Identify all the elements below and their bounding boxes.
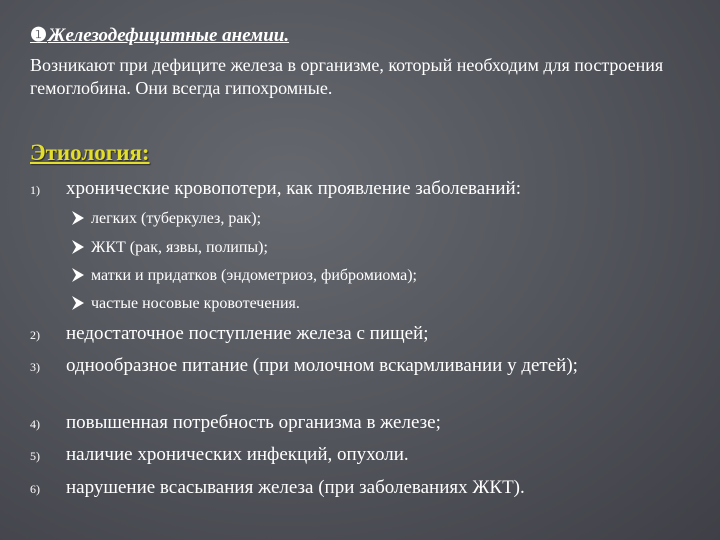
sub-item-text: частые носовые кровотечения. (91, 295, 300, 312)
arrowhead-bullet-icon (70, 266, 86, 284)
sub-item-text: легких (туберкулез, рак); (91, 210, 262, 227)
list-item-number: 2) (30, 328, 40, 342)
list-item-number: 6) (30, 482, 40, 496)
intro-paragraph: Возникают при дефиците железа в организме, который необходим для построения гемоглобина. Они всегда гипохромные. (30, 55, 664, 98)
list-item-number: 3) (30, 360, 40, 374)
arrowhead-bullet-icon (70, 294, 86, 312)
list-item-text: нарушение всасывания железа (при заболеваниях ЖКТ). (66, 477, 525, 498)
etiology-heading: Этиология: (30, 140, 150, 165)
slide-title-text: Железодефицитные анемии. (48, 25, 290, 46)
sub-item-text: матки и придатков (эндометриоз, фибромиома); (91, 267, 417, 284)
arrowhead-bullet-icon (70, 209, 86, 227)
list-item-text: повышенная потребность организма в железе; (66, 412, 441, 433)
arrowhead-bullet-icon (70, 238, 86, 256)
list-item-number: 5) (30, 449, 40, 463)
list-item-text: наличие хронических инфекций, опухоли. (66, 444, 409, 465)
sub-item-text: ЖКТ (рак, язвы, полипы); (91, 239, 268, 256)
list-item-number: 1) (30, 183, 40, 197)
list-item-number: 4) (30, 417, 40, 431)
list-item-text: однообразное питание (при молочном вскармливании у детей); (66, 355, 578, 376)
list-item-text: хронические кровопотери, как проявление заболеваний: (66, 178, 521, 199)
slide-title (30, 24, 289, 47)
circled-number-one-icon: ❶ (30, 25, 48, 46)
list-item-text: недостаточное поступление железа с пищей; (66, 323, 429, 344)
